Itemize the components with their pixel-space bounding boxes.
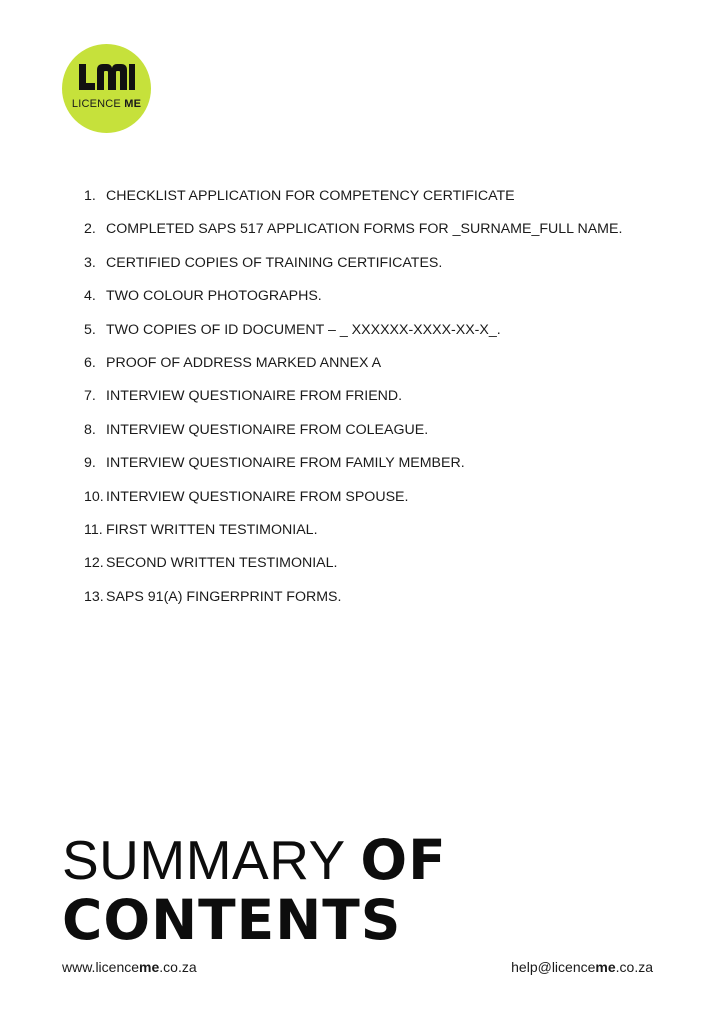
checklist-item — [84, 253, 622, 286]
checklist-item-number: 11. — [84, 521, 103, 538]
checklist-item-number: 1. — [84, 188, 96, 204]
title-summary: SUMMARY — [62, 829, 361, 891]
checklist-item-number: 2. — [84, 221, 96, 238]
checklist-item — [84, 487, 622, 520]
checklist-item-number: 10. — [84, 488, 104, 505]
checklist-item-number: 12. — [84, 555, 104, 572]
checklist-item-number: 5. — [84, 321, 96, 338]
checklist-item-text: PROOF OF ADDRESS MARKED ANNEX A — [106, 354, 382, 371]
checklist-item — [84, 453, 622, 486]
checklist-item — [84, 386, 622, 419]
checklist-item-text: CHECKLIST APPLICATION FOR COMPETENCY CERTIFICATE — [106, 188, 515, 204]
checklist-item-number: 6. — [84, 354, 96, 371]
checklist-item — [84, 186, 622, 219]
checklist-item-text: SAPS 91(A) FINGERPRINT FORMS. — [106, 588, 342, 605]
logo-wordmark: LICENCE ME — [71, 98, 142, 110]
document-checklist — [84, 186, 622, 620]
lm-monogram-icon — [62, 44, 151, 133]
checklist-item-number: 8. — [84, 421, 96, 438]
footer-website-link[interactable]: www.licenceme.co.za — [62, 959, 197, 975]
checklist-item-text: INTERVIEW QUESTIONAIRE FROM FAMILY MEMBER. — [106, 455, 465, 472]
checklist-item-text: INTERVIEW QUESTIONAIRE FROM SPOUSE. — [106, 488, 409, 505]
page-title — [62, 830, 447, 950]
checklist-item-text: CERTIFIED COPIES OF TRAINING CERTIFICATES. — [106, 254, 443, 271]
licence-me-logo — [62, 44, 151, 133]
checklist-item-text: INTERVIEW QUESTIONAIRE FROM COLEAGUE. — [106, 421, 429, 438]
checklist-item — [84, 353, 622, 386]
checklist-item — [84, 286, 622, 319]
checklist-item — [84, 320, 622, 353]
checklist-item-number: 3. — [84, 254, 96, 271]
title-contents: CONTENTS — [62, 888, 402, 952]
checklist-item-text: TWO COPIES OF ID DOCUMENT – _ XXXXXX-XXXX-XX-X_. — [106, 321, 501, 338]
checklist-item — [84, 587, 622, 620]
checklist-item-number: 7. — [84, 388, 96, 405]
footer-email-link[interactable]: help@licenceme.co.za — [511, 959, 653, 975]
checklist-item — [84, 520, 622, 553]
checklist-item — [84, 219, 622, 252]
checklist-item — [84, 420, 622, 453]
checklist-item-text: FIRST WRITTEN TESTIMONIAL. — [106, 521, 318, 538]
checklist-item-number: 4. — [84, 288, 96, 305]
checklist-item-text: INTERVIEW QUESTIONAIRE FROM FRIEND. — [106, 388, 403, 405]
title-of: OF — [360, 828, 447, 892]
checklist-item-text: COMPLETED SAPS 517 APPLICATION FORMS FOR _SURNAME_FULL NAME. — [106, 221, 623, 238]
checklist-item-text: SECOND WRITTEN TESTIMONIAL. — [106, 555, 338, 572]
checklist-item-text: TWO COLOUR PHOTOGRAPHS. — [106, 288, 322, 305]
checklist-item — [84, 553, 622, 586]
checklist-item-number: 13. — [84, 588, 104, 605]
checklist-item-number: 9. — [84, 455, 96, 472]
